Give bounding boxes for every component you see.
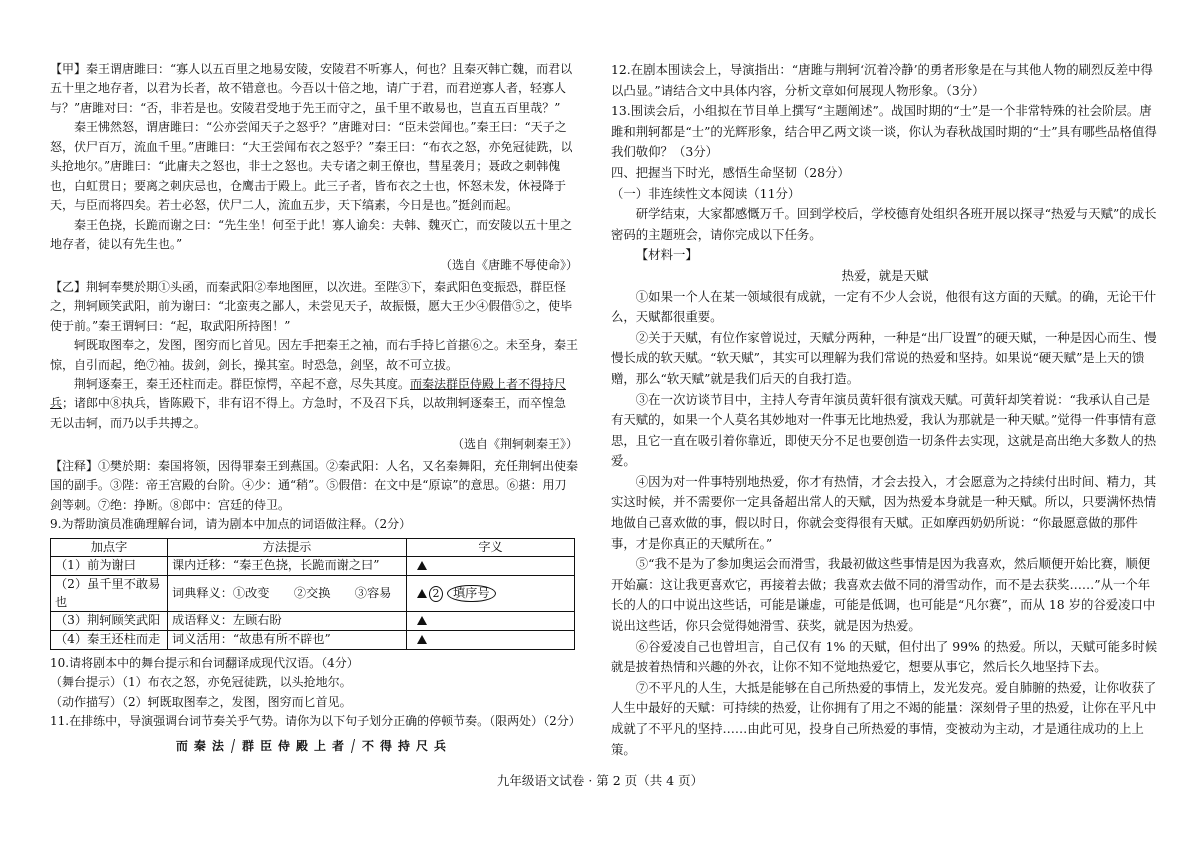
pause-answer: [50, 737, 578, 756]
intro-paragraph: 研学结束，大家都感慨万千。回到学校后，学校德育处组织各班开展以探寻“热爱与天赋”的成长密码的主题班会，请你完成以下任务。: [611, 206, 1157, 242]
jia-paragraph-3: 秦王色挠，长跪而谢之曰：“先生坐！何至于此！寡人谕矣：夫韩、魏灭亡，而安陵以五十里之地存者，徒以有先生也。”: [50, 217, 573, 251]
table-row: [51, 557, 575, 576]
table-cell-word: （1）前为谢曰: [51, 557, 168, 576]
annotation-table: [50, 538, 575, 650]
table-cell-method: 成语释义：左顾右盼: [168, 612, 407, 631]
table-cell-word: （2）虽千里不敢易也: [51, 575, 168, 611]
jia-source: （选自《唐雎不辱使命》）: [439, 258, 578, 273]
question-13: 13.围读会后，小组拟在节目单上撰写“主题阐述”。战国时期的“士”是一个非常特殊的社会阶层。唐雎和荆轲都是“士”的光辉形象，结合甲乙两文谈一谈，你认为春秋战国时期的“士”具有哪些品格值得我们敬仰？（3分）: [611, 103, 1157, 160]
question-11: 11.在排练中，导演强调台词节奏关乎气势。请你为以下句子划分正确的停顿节奏。（限两处）（2分）: [50, 713, 581, 728]
material-paragraph: ⑥谷爱凌自己也曾坦言，自己仅有 1% 的天赋，但付出了 99% 的热爱。所以，天赋可能多时候就是披着热情和兴趣的外衣，让你不知不觉地热爱它，想要从事它，然后长久地坚持下去。: [611, 638, 1158, 675]
blank-marker-icon: [417, 589, 427, 598]
page-footer: 九年级语文试卷 · 第 2 页（共 4 页）: [496, 773, 704, 788]
material-paragraph: ②关于天赋，有位作家曾说过，天赋分两种，一种是“出厂设置”的硬天赋，一种是因心而生、慢慢长成的软天赋。“软天赋”，其实可以理解为我们常说的热爱和坚持。如果说“硬天赋”是上天的馈赠，那么“软天赋”就是我们后天的自我打造。: [611, 329, 1157, 386]
circled-note: 填序号: [447, 585, 496, 603]
jia-paragraph-1: 【甲】秦王谓唐雎曰：“寡人以五百里之地易安陵，安陵君不听寡人，何也？且秦灭韩亡魏，而君以五十里之地存者，以君为长者，故不错意也。今吾以十倍之地，请广于君，而君逆寡人者，轻寡人与？”唐雎对曰：“否，非若是也。安陵君受地于先王而守之，虽千里不敢易也，岂直五百里哉？”: [50, 62, 573, 115]
col-header-word: 加点字: [51, 538, 168, 557]
yi-paragraph-2: 轲既取图奉之，发图，图穷而匕首见。因左手把秦王之袖，而右手持匕首揕⑥之。未至身，秦王惊，自引而起，绝⑦袖。拔剑，剑长，操其室。时恐急，剑坚，故不可立拔。: [50, 338, 579, 372]
material-paragraph: ⑦不平凡的人生，大抵是能够在自己所热爱的事情上，发光发亮。爱自肺腑的热爱，让你收获了人生中最好的天赋：可持续的热爱，让你拥有了用之不竭的能量：深刻骨子里的热爱，让你在平凡中成就了不平凡的坚持……由此可见，投身自己所热爱的事情，变被动为主动，才是通往成功的上上策。: [611, 679, 1157, 757]
blank-marker-icon: [417, 561, 427, 570]
question-10-item-2: （动作描写）（2）轲既取图奉之，发图，图穷而匕首见。: [50, 694, 352, 709]
pause-segment-1: 而秦法: [175, 739, 230, 754]
yi-source: （选自《荆轲刺秦王》）: [451, 437, 578, 452]
underlined-sentence: 而秦法群臣侍殿上者不得持尺兵: [50, 377, 567, 411]
table-header-row: [51, 538, 575, 557]
yi-p3-after: ；诸郎中⑧执兵，皆陈殿下，非有诏不得上。方急时，不及召下兵，以故荆轲逐秦王，而卒惶急无以击轲，而乃以手共搏之。: [50, 396, 567, 430]
answer-cell[interactable]: [407, 557, 575, 576]
annotations: 【注释】①樊於期：秦国将领，因得罪秦王到燕国。②秦武阳：人名，又名秦舞阳，充任荆轲出使秦国的副手。③陛：帝王宫殿的台阶。④少：通“稍”。⑤假借：在文中是“原谅”的意思。⑥揕：用刀剑等刺。⑦绝：挣断。⑧郎中：宫廷的侍卫。: [50, 458, 579, 512]
table-row: [51, 612, 575, 631]
table-cell-method: 词典释义：①改变 ②交换 ③容易: [168, 575, 407, 611]
yi-paragraph-3: [50, 375, 578, 433]
material-paragraph: ④因为对一件事特别地热爱，你才有热情，才会去投入，才会愿意为之持续付出时间、精力，其实这时候，并不需要你一定具备超出常人的天赋，因为热爱本身就是一种天赋。所以，只要满怀热情地做自己喜欢做的事，假以时日，你就会变得很有天赋。正如摩西奶奶所说：“你最愿意做的那件事，才是你真正的天赋所在。”: [611, 473, 1157, 551]
material-paragraph: ③在一次访谈节目中，主持人夸青年演员黄轩很有演戏天赋。可黄轩却笑着说：“我承认自己是有天赋的，如果一个人莫名其妙地对一件事无比地热爱，我认为那就是一种天赋。”觉得一件事情有意思，且它一直在吸引着你靠近，即使天分不足也要创造一切条件去实现，这就是高出绝大多数人的热爱。: [611, 391, 1157, 469]
pause-segment-3: 不得持尺兵: [362, 739, 453, 754]
blank-marker-icon: [417, 616, 427, 625]
table-row: [51, 575, 575, 611]
blank-marker-icon: [417, 635, 427, 644]
question-10-item-1: （舞台提示）（1）布衣之怒，亦免冠徒跣，以头抢地尔。: [50, 675, 352, 690]
pause-mark: /: [230, 736, 241, 756]
table-row: [51, 630, 575, 649]
material-paragraph: ⑤“我不是为了参加奥运会而滑雪，我最初做这些事情是因为我喜欢，然后顺便开始比赛，顺便开始赢：这让我更喜欢它，再接着去做；我喜欢去做不同的滑雪动作，而不是去获奖……”从一个年长的人的口中说出这些话，可能是谦虚，可能是低调，也可能是“凡尔赛”，而从 18 岁的谷爱凌口中说出这些话，你只会觉得她滑雪、获奖，就是因为热爱。: [611, 556, 1156, 634]
material-paragraph: ①如果一个人在某一领域很有成就，一定有不少人会说，他很有这方面的天赋。的确，无论干什么，天赋都很重要。: [611, 288, 1157, 325]
material-label: 【材料一】: [635, 247, 698, 263]
question-12: 12.在剧本围读会上，导演指出：“唐雎与荆轲‘沉着冷静’的勇者形象是在与其他人物的刷烈反差中得以凸显。”请结合文中具体内容，分析文章如何展现人物形象。（3分）: [611, 62, 1153, 98]
yi-paragraph-1: 【乙】荆轲奉樊於期①头函，而秦武阳②奉地图匣，以次进。至陛③下，秦武阳色变振恐，群臣怪之，荆轲顾笑武阳，前为谢曰：“北蛮夷之鄙人，未尝见天子，故振慑，愿大王少④假借⑤之，使毕使于前。”秦王谓轲曰：“起，取武阳所持图！”: [50, 279, 573, 333]
material-title: 热爱，就是天赋: [841, 267, 929, 283]
question-10: 10.请将剧本中的舞台提示和台词翻译成现代汉语。（4分）: [50, 655, 359, 670]
pause-mark: /: [351, 736, 362, 756]
section-4-heading: 四、把握当下时光，感悟生命坚韧（28分）: [611, 164, 850, 180]
handwritten-choice: 2: [429, 586, 443, 602]
table-cell-word: （4）秦王还柱而走: [51, 630, 168, 649]
left-column: [50, 60, 581, 757]
yi-p3-before: 荆轲逐秦王，秦王还柱而走。群臣惊愕，卒起不意，尽失其度。: [74, 377, 411, 391]
section-4-1-heading: （一）非连续性文本阅读（11分）: [611, 185, 801, 201]
answer-cell[interactable]: [407, 630, 575, 649]
col-header-meaning: 字义: [407, 538, 575, 557]
right-column: [611, 60, 1159, 760]
jia-paragraph-2: 秦王怫然怒，谓唐雎曰：“公亦尝闻天子之怒乎？”唐雎对曰：“臣未尝闻也。”秦王曰：“天子之怒，伏尸百万，流血千里。”唐雎曰：“大王尝闻布衣之怒乎？”秦王曰：“布衣之怒，亦免冠徒跣，以头抢地尔。”唐雎曰：“此庸夫之怒也，非士之怒也。夫专诸之刺王僚也，彗星袭月；聂政之刺韩傀也，白虹贯日；要离之刺庆忌也，仓鹰击于殿上。此三子者，皆布衣之士也，怀怒未发，休祲降于天，与臣而将四矣。若士必怒，伏尸二人，流血五步，天下缟素，今日是也。”挺剑而起。: [50, 120, 573, 213]
table-cell-method: 课内迁移：“秦王色挠，长跪而谢之曰”: [168, 557, 407, 576]
table-cell-word: （3）荆轲顾笑武阳: [51, 612, 168, 631]
pause-segment-2: 群臣侍殿上者: [241, 739, 350, 754]
col-header-method: 方法提示: [168, 538, 407, 557]
answer-cell[interactable]: [407, 575, 575, 611]
answer-cell[interactable]: [407, 612, 575, 631]
table-cell-method: 词义活用：“故患有所不辟也”: [168, 630, 407, 649]
question-9: 9.为帮助演员准确理解台词，请为剧本中加点的词语做注释。（2分）: [50, 517, 412, 532]
